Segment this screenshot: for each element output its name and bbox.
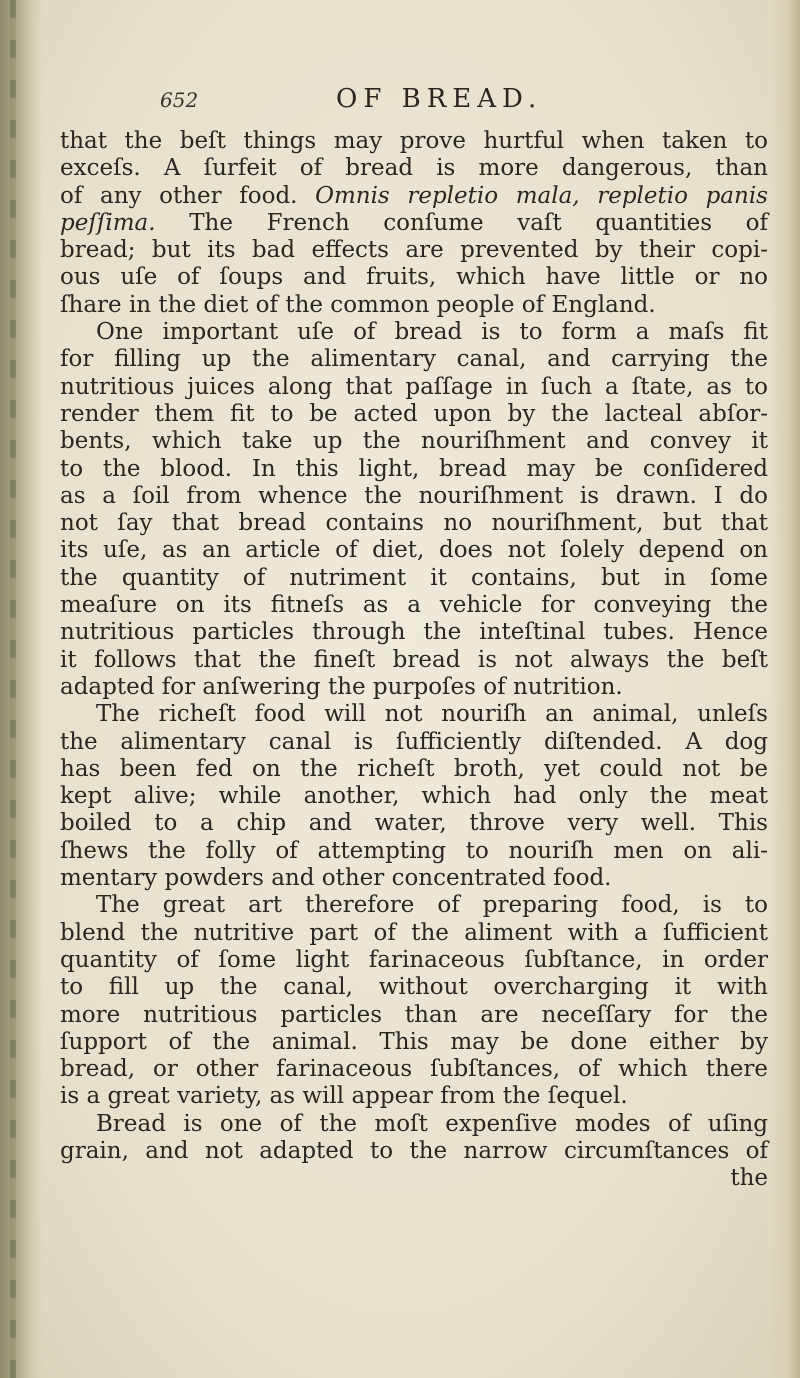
text-line: The richeſt food will not nouriſh an animal, unleſs: [96, 701, 768, 728]
text-line: mentary powders and other concentrated food.: [60, 865, 612, 892]
text-line: ſhare in the diet of the common people of England.: [60, 291, 656, 318]
text-line: bread, or other farinaceous ſubſtances, of which there: [60, 1056, 768, 1083]
text-line: The great art therefore of preparing food, is to: [96, 892, 768, 919]
text-line: exceſs. A ſurfeit of bread is more dangerous, than: [60, 155, 768, 182]
text-line: meaſure on its fitneſs as a vehicle for conveying the: [60, 592, 768, 619]
text-line: Bread is one of the moſt expenſive modes of uſing: [96, 1110, 768, 1137]
text-line: bents, which take up the nouriſhment and convey it: [60, 428, 768, 455]
text-line: more nutritious particles than are neceſſary for the: [60, 1001, 768, 1028]
page-number: 652: [160, 88, 199, 112]
text-line: its uſe, as an article of diet, does not ſolely depend on: [60, 537, 768, 564]
text-line: to the blood. In this light, bread may be conſidered: [60, 455, 768, 482]
text-line: it follows that the fineſt bread is not always the beſt: [60, 646, 768, 673]
text-line: ſhews the folly of attempting to nouriſh men on ali-: [60, 837, 768, 864]
text-line: that the beſt things may prove hurtful when taken to: [60, 128, 768, 154]
text-line: as a ſoil from whence the nouriſhment is drawn. I do: [60, 482, 768, 509]
text-line: has been fed on the richeſt broth, yet could not be: [60, 755, 768, 782]
text-line: blend the nutritive part of the aliment with a ſufficient: [60, 919, 768, 946]
running-head: OF BREAD.: [336, 84, 543, 114]
text-line: render them fit to be acted upon by the lacteal abſor-: [60, 400, 768, 427]
text-line: ous uſe of ſoups and fruits, which have little or no: [60, 264, 768, 291]
text-line: nutritious juices along that paſſage in ſuch a ſtate, as to: [60, 373, 768, 400]
text-line: nutritious particles through the inteſtinal tubes. Hence: [60, 619, 768, 646]
text-line: boiled to a chip and water, throve very well. This: [60, 810, 768, 837]
text-line: is a great variety, as will appear from the ſequel.: [60, 1083, 628, 1110]
text-line: not ſay that bread contains no nouriſhment, but that: [60, 510, 768, 537]
text-line: kept alive; while another, which had only the meat: [60, 783, 768, 810]
binding-gutter: [0, 0, 42, 1378]
text-line: the quantity of nutriment it contains, but in ſome: [60, 564, 768, 591]
text-line: bread; but its bad effects are prevented by their copi-: [60, 237, 768, 264]
text-line: of any other food. Omnis repletio mala, repletio panis: [60, 182, 768, 209]
text-line: the: [730, 1165, 768, 1192]
page-header: [160, 84, 760, 118]
text-line: One important uſe of bread is to form a maſs fit: [96, 319, 768, 346]
text-line: for filling up the alimentary canal, and carrying the: [60, 346, 768, 373]
text-line: quantity of ſome light farinaceous ſubſtance, in order: [60, 946, 768, 973]
body-text: [60, 128, 768, 1193]
text-line: adapted for anſwering the purpoſes of nutrition.: [60, 673, 623, 700]
text-line: peſſima. The French conſume vaſt quantities of: [60, 209, 768, 236]
page-edge: [770, 0, 800, 1378]
text-line: to fill up the canal, without overcharging it with: [60, 974, 768, 1001]
text-line: grain, and not adapted to the narrow circumſtances of: [60, 1137, 768, 1164]
text-line: the alimentary canal is ſufficiently diſtended. A dog: [60, 728, 768, 755]
text-line: ſupport of the animal. This may be done either by: [60, 1028, 768, 1055]
